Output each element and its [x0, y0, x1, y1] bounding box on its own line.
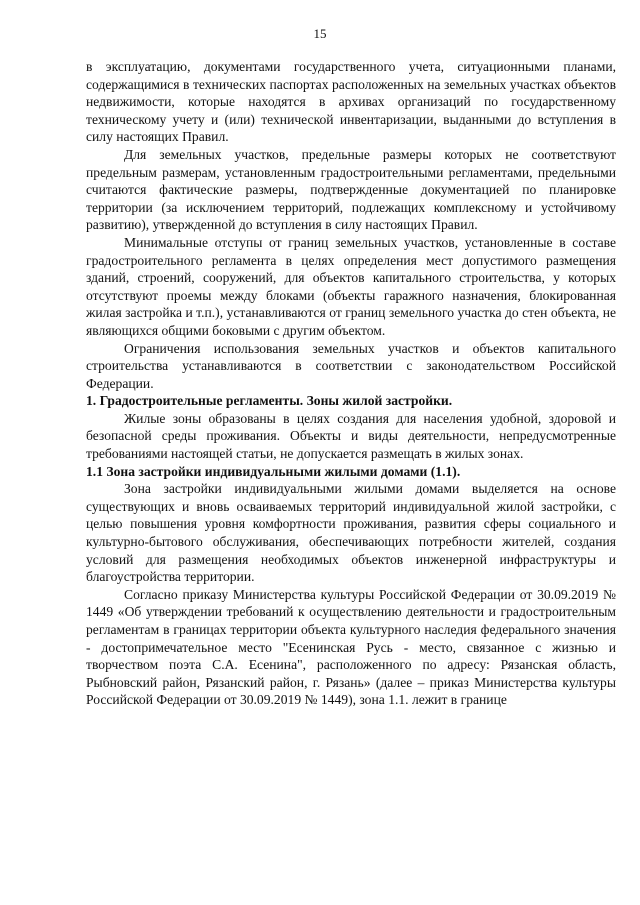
paragraph-residential-zones: Жилые зоны образованы в целях создания для населения удобной, здоровой и безопасной среды проживания. Объекты и виды деятельности, непредусмотренные требованиями настоящей статьи, не допускается размещать в жилых зонах. [86, 410, 616, 462]
section-heading-individual-housing-zone: 1.1 Зона застройки индивидуальными жилыми домами (1.1). [86, 463, 461, 479]
paragraph-continuation: в эксплуатацию, документами государственного учета, ситуационными планами, содержащимися в технических паспортах расположенных на земельных участках объектов недвижимости, которые находятся в архивах организаций по государственному техническому учету и (или) технической инвентаризации, выданными до вступления в силу настоящих Правил. [86, 59, 616, 145]
paragraph-minimum-setbacks: Минимальные отступы от границ земельных участков, установленные в составе градостроительного регламента в целях определения мест допустимого размещения зданий, строений, сооружений, для объектов капитального строительства, у которых отсутствуют проемы между блоками (объекты гаражного назначения, блокированная жилая застройка и т.п.), устанавливаются от границ земельного участка до стен объекта, не являющихся общими боковыми с другим объектом. [86, 234, 616, 338]
page-number: 15 [313, 26, 327, 41]
paragraph-ministry-order: Согласно приказу Министерства культуры Российской Федерации от 30.09.2019 № 1449 «Об утверждении требований к осуществлению деятельности и градостроительным регламентам в границах территории объекта культурного наследия федерального значения - достопримечательное место "Есенинская Русь - место, связанное с жизнью и творчеством поэта С.А. Есенина", расположенного по адресу: Рязанская область, Рыбновский район, Рязанский район, г. Рязань» (далее – приказ Министерства культуры Российской Федерации от 30.09.2019 № 1449), зона 1.1. лежит в границе [86, 586, 616, 708]
paragraph-individual-housing-zone: Зона застройки индивидуальными жилыми домами выделяется на основе существующих и вновь осваиваемых территорий индивидуальной жилой застройки, с целью повышения уровня комфортности проживания, развития сферы социального и культурно-бытового обслуживания, обеспечивающих потребности жителей, создания условий для размещения необходимых объектов инженерной инфраструктуры и благоустройства территории. [86, 481, 616, 585]
document-body [86, 58, 616, 709]
section-heading-residential-zones: 1. Градостроительные регламенты. Зоны жилой застройки. [86, 393, 453, 409]
paragraph-land-plot-sizes: Для земельных участков, предельные размеры которых не соответствуют предельным размерам, установленным градостроительными регламентами, предельными считаются фактические размеры, подтвержденные документацией по планировке территории (за исключением территорий, подлежащих комплексному и устойчивому развитию), утвержденной до вступления в силу настоящих Правил. [86, 146, 616, 233]
paragraph-usage-restrictions: Ограничения использования земельных участков и объектов капитального строительства устанавливаются в соответствии с законодательством Российской Федерации. [86, 340, 616, 391]
